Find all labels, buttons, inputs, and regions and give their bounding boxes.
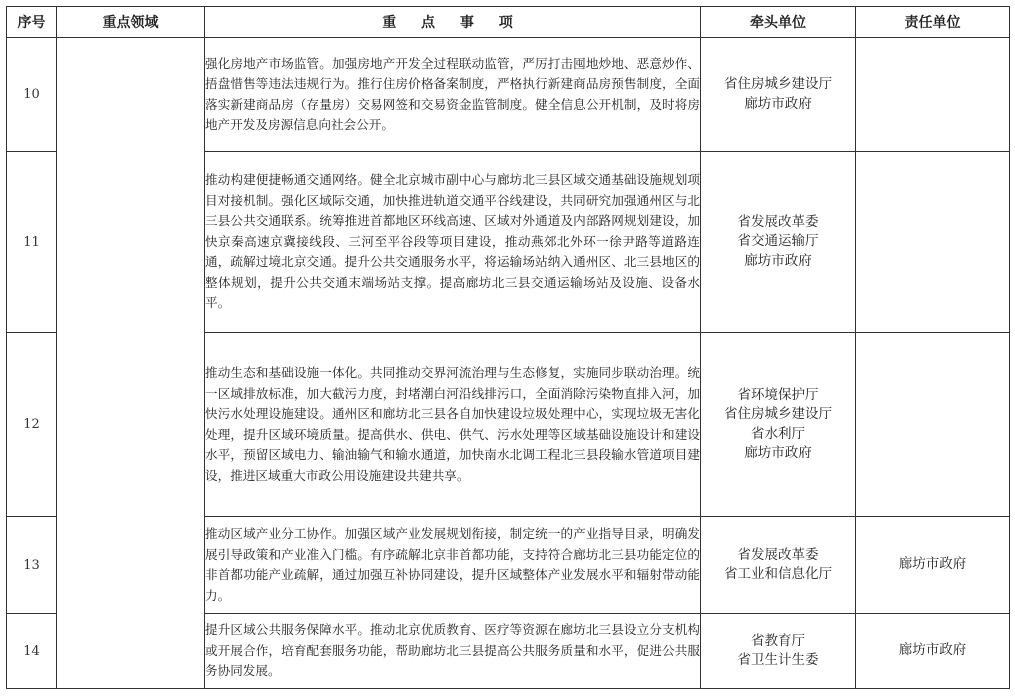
lead-unit: 廊坊市政府 — [744, 252, 812, 269]
matter-text: 提升区域公共服务保障水平。推动北京优质教育、医疗等资源在廊坊北三县设立分支机构或开展合作，培育配套服务功能，帮助廊坊北三县提高公共服务质量和水平，促进公共服务协同发展。 — [205, 614, 701, 689]
lead-unit: 省交通运输厅 — [737, 233, 819, 250]
lead-unit-cell — [701, 517, 856, 614]
lead-unit: 省住房城乡建设厅 — [724, 406, 832, 422]
lead-unit: 省环境保护厅 — [737, 386, 819, 403]
header-responsible-unit: 责任单位 — [856, 7, 1010, 38]
matter-text: 推动生态和基础设施一体化。共同推动交界河流治理与生态修复，实施同步联动治理。统一区域排放标准，加大截污力度，封堵潮白河沿线排污口，全面消除污染物直排入河，加快污水处理设施建设。通州区和廊坊北三县各自加快建设垃圾处理中心，实现垃圾无害化处理，提升区域环境质量。提高供水、供电、供气、污水处理等区域基础设施设计和建设水平，预留区域电力、输油输气和输水通道，加快南水北调工程北三县段输水管道项目建设，推进区域重大市政公用设施建设共建共享。 — [205, 333, 701, 517]
matter-text: 推动区域产业分工协作。加强区域产业发展规划衔接，制定统一的产业指导目录，明确发展引导政策和产业准入门槛。有序疏解北京非首都功能，支持符合廊坊北三县功能定位的非首都功能产业疏解，通过加强互补协同建设，提升区域整体产业发展水平和辐射带动能力。 — [205, 517, 701, 614]
lead-unit: 省发展改革委 — [737, 213, 819, 230]
lead-unit: 省工业和信息化厅 — [724, 566, 832, 582]
header-matter: 重 点 事 项 — [205, 7, 701, 38]
matter-text: 强化房地产市场监管。加强房地产开发全过程联动监管，严厉打击囤地炒地、恶意炒作、捂盘惜售等违法违规行为。推行住房价格备案制度，严格执行新建商品房预售制度，全面落实新建商品房（存量房）交易网签和交易资金监管制度。健全信息公开机制，及时将房地产开发及房源信息向社会公开。 — [205, 38, 701, 152]
matter-text: 推动构建便捷畅通交通网络。健全北京城市副中心与廊坊北三县区域交通基础设施规划项目对接机制。强化区域际交通，加快推进轨道交通平谷线建设，共同研究加强通州区与北三县公共交通联系。统筹推进首都地区环线高速、区域对外通道及内部路网规划建设，加快京秦高速京冀接线段、三河至平谷段等项目建设，推动燕郊北外环一徐尹路等道路连通，疏解过境北京交通。提升公共交通服务水平，将运输场站纳入通州区、北三县地区的整体规划，提升公共交通末端场站支撑。提高廊坊北三县交通运输场站及设施、设备水平。 — [205, 152, 701, 333]
row-number: 11 — [7, 152, 57, 333]
row-number: 13 — [7, 517, 57, 614]
lead-unit: 省教育厅 — [751, 632, 805, 649]
area-cell — [57, 38, 205, 689]
lead-unit-cell — [701, 614, 856, 689]
responsible-unit — [856, 152, 1010, 333]
table-header-row — [7, 7, 1010, 38]
lead-unit: 廊坊市政府 — [744, 95, 812, 112]
row-number: 10 — [7, 38, 57, 152]
header-seq: 序号 — [7, 7, 57, 38]
lead-unit: 省发展改革委 — [737, 546, 819, 563]
responsible-unit — [856, 333, 1010, 517]
lead-unit-cell — [701, 333, 856, 517]
lead-unit: 省住房城乡建设厅 — [724, 76, 832, 92]
lead-unit-cell — [701, 38, 856, 152]
responsible-unit — [856, 38, 1010, 152]
responsible-unit: 廊坊市政府 — [856, 614, 1010, 689]
lead-unit: 省卫生计生委 — [737, 652, 819, 668]
header-lead-unit: 牵头单位 — [701, 7, 856, 38]
lead-unit: 省水利厅 — [751, 425, 805, 442]
key-matters-table — [6, 6, 1010, 689]
row-number: 14 — [7, 614, 57, 689]
row-number: 12 — [7, 333, 57, 517]
table-row — [7, 38, 1010, 152]
header-area: 重点领域 — [57, 7, 205, 38]
responsible-unit: 廊坊市政府 — [856, 517, 1010, 614]
lead-unit: 廊坊市政府 — [744, 445, 812, 461]
lead-unit-cell — [701, 152, 856, 333]
